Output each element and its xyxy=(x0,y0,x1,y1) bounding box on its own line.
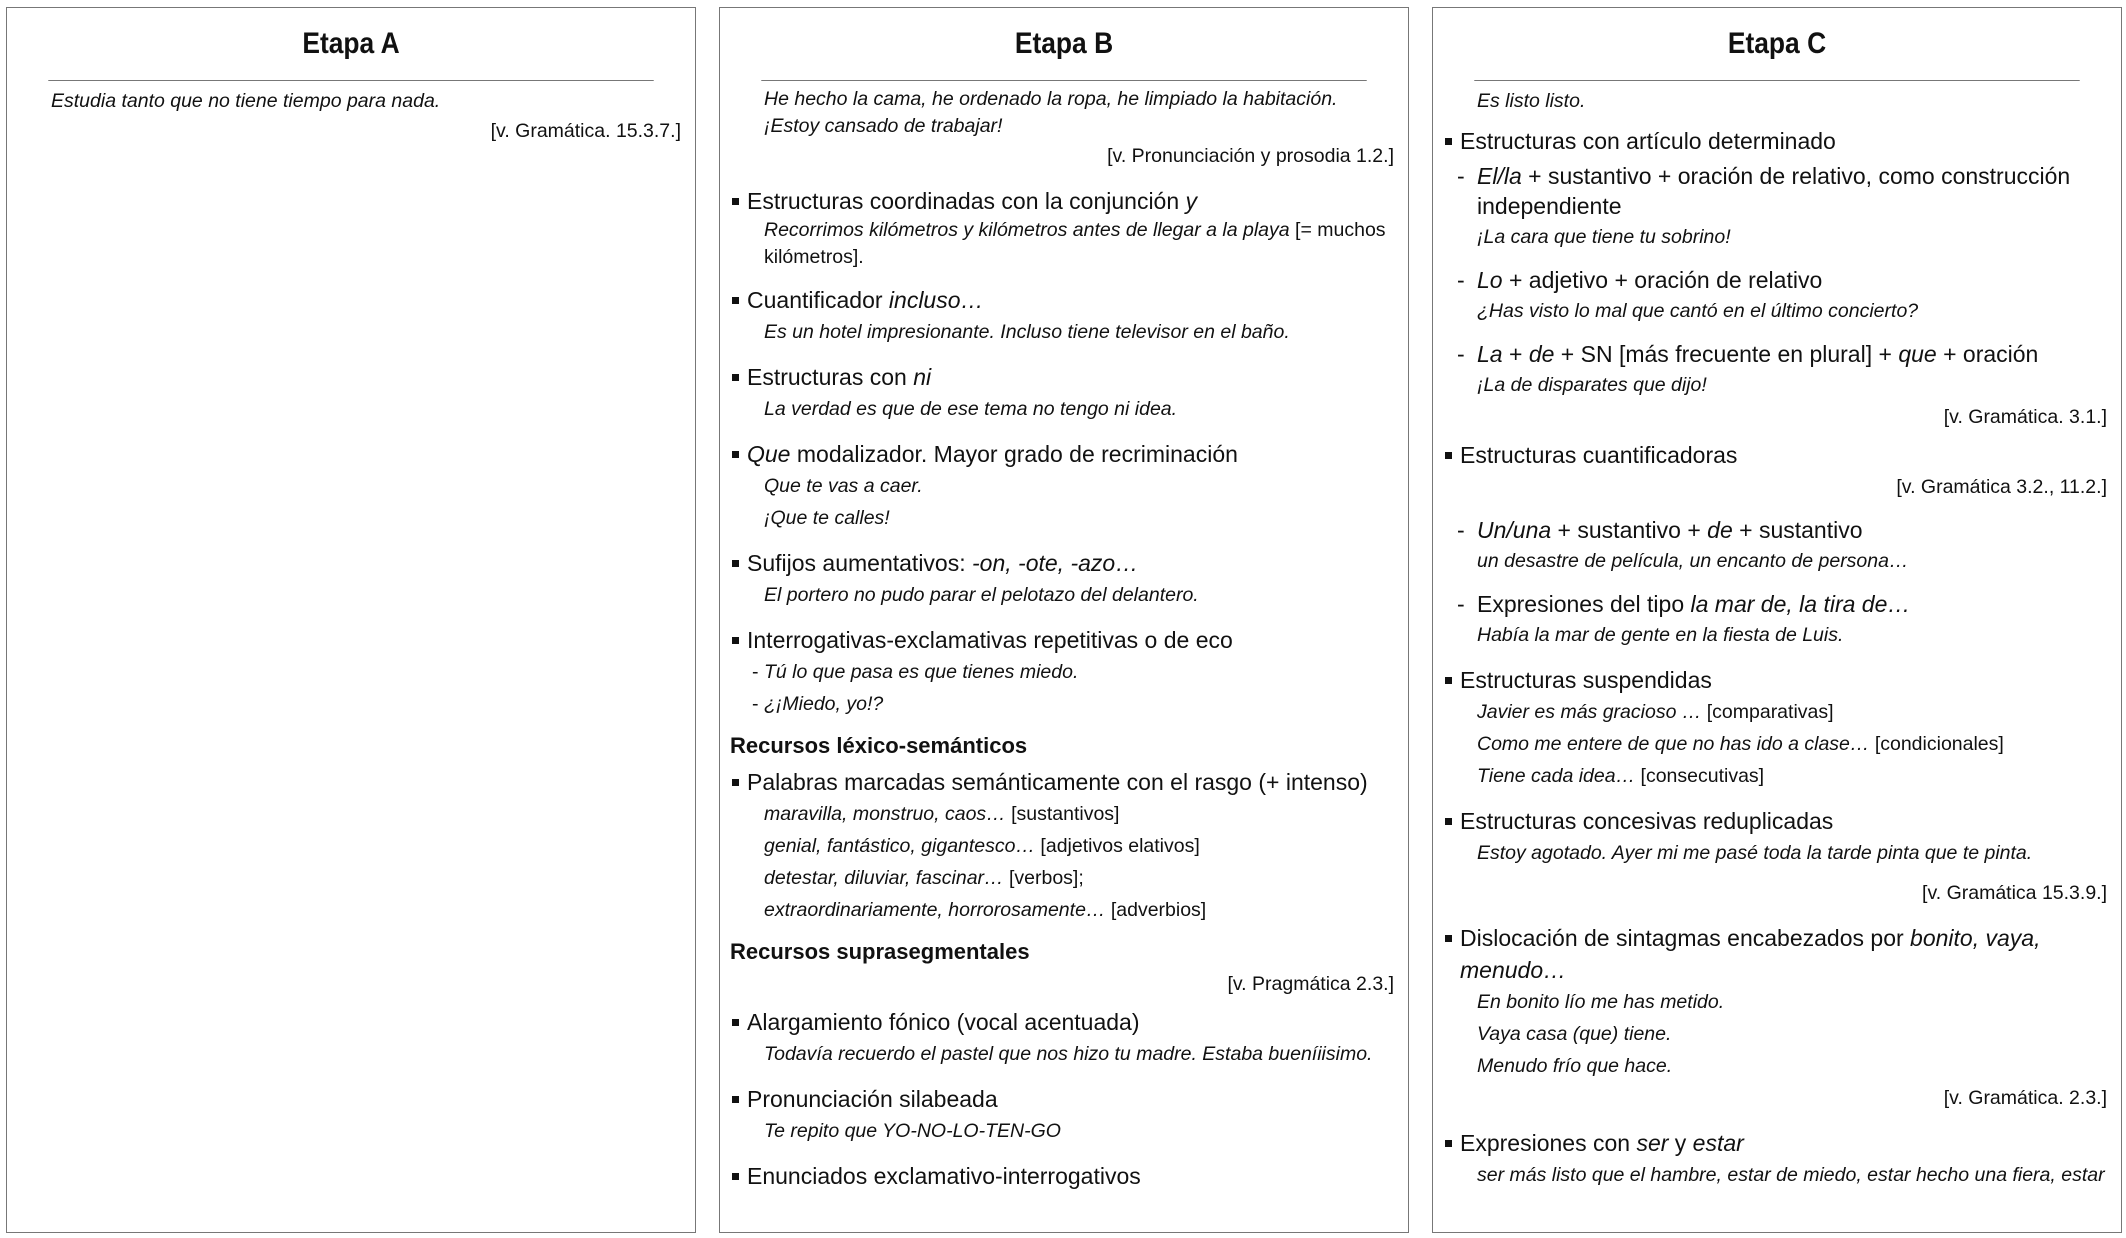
example-text: Como me entere de que no has ido a clase… [condicionales] xyxy=(1477,733,2004,755)
section-heading: Recursos léxico-semánticos xyxy=(730,733,1028,758)
bullet-item: Estructuras concesivas reduplicadas xyxy=(1443,805,2111,837)
example-text: ¿Has visto lo mal que cantó en el último concierto? xyxy=(1477,300,1919,322)
dash-item: - Lo + adjetivo + oración de relativo xyxy=(1443,265,2111,295)
dash-item: - Un/una + sustantivo + de + sustantivo xyxy=(1443,515,2111,545)
bullet-item: Estructuras cuantificadoras xyxy=(1443,439,2111,471)
example-text: - Tú lo que pasa es que tienes miedo. xyxy=(730,656,1398,688)
example-text: Había la mar de gente en la fiesta de Luis. xyxy=(1477,624,1844,646)
bullet-item: Pronunciación silabeada xyxy=(730,1083,1398,1115)
bullet-item: Sufijos aumentativos: -on, -ote, -azo… xyxy=(730,547,1398,579)
column-etapa-a xyxy=(6,7,696,1233)
bullet-item: Estructuras coordinadas con la conjunción y xyxy=(730,185,1398,217)
example-text: El portero no pudo parar el pelotazo del delantero. xyxy=(764,584,1199,606)
bullet-item: Expresiones con ser y estar xyxy=(1443,1127,2111,1159)
column-etapa-c xyxy=(1432,7,2122,1233)
bullet-item: Estructuras con ni xyxy=(730,361,1398,393)
reference-link: [v. Gramática. 2.3.] xyxy=(1943,1087,2107,1109)
dash-item: - La + de + SN [más frecuente en plural] + que + oración xyxy=(1443,339,2111,369)
example-text: Es un hotel impresionante. Incluso tiene televisor en el baño. xyxy=(764,321,1290,343)
example-text: Estoy agotado. Ayer mi me pasé toda la tarde pinta que te pinta. xyxy=(1477,842,2033,864)
example-text: He hecho la cama, he ordenado la ropa, he limpiado la habitación. ¡Estoy cansado de trabajar! xyxy=(764,88,1338,137)
example-text: ¡La de disparates que dijo! xyxy=(1477,374,1707,396)
column-title: Etapa C xyxy=(1474,8,2079,81)
reference-link: [v. Gramática. 3.1.] xyxy=(1943,406,2107,428)
column-title: Etapa A xyxy=(48,8,653,81)
column-body xyxy=(7,81,695,147)
example-text: ¡Que te calles! xyxy=(764,507,890,529)
example-text: Recorrimos kilómetros y kilómetros antes de llegar a la playa [= muchos kilómetros]. xyxy=(764,219,1386,268)
example-text: La verdad es que de ese tema no tengo ni idea. xyxy=(764,398,1178,420)
bullet-item: Estructuras con artículo determinado xyxy=(1443,125,2111,157)
example-text: Estudia tanto que no tiene tiempo para nada. xyxy=(51,90,441,112)
example-text: detestar, diluviar, fascinar… [verbos]; xyxy=(764,867,1084,889)
reference-link: [v. Pronunciación y prosodia 1.2.] xyxy=(1107,145,1394,167)
bullet-item: Palabras marcadas semánticamente con el rasgo (+ intenso) xyxy=(730,766,1398,798)
example-text: ¡La cara que tiene tu sobrino! xyxy=(1477,226,1731,248)
example-text: ser más listo que el hambre, estar de miedo, estar hecho una fiera, estar xyxy=(1477,1164,2105,1186)
column-etapa-b xyxy=(719,7,1409,1233)
example-text: Javier es más gracioso … [comparativas] xyxy=(1477,701,1834,723)
reference-link: [v. Gramática 3.2., 11.2.] xyxy=(1896,476,2107,498)
dash-item: - El/la + sustantivo + oración de relativo, como construcción independiente xyxy=(1443,161,2111,221)
reference-link: [v. Pragmática 2.3.] xyxy=(1227,973,1394,995)
example-text: un desastre de película, un encanto de persona… xyxy=(1477,550,1909,572)
example-text: maravilla, monstruo, caos… [sustantivos] xyxy=(764,803,1120,825)
bullet-item: Dislocación de sintagmas encabezados por bonito, vaya, menudo… xyxy=(1443,922,2111,986)
example-text: Menudo frío que hace. xyxy=(1477,1055,1673,1077)
reference-link: [v. Gramática. 15.3.7.] xyxy=(490,120,681,142)
column-body xyxy=(1433,81,2121,1191)
example-text: Tiene cada idea… [consecutivas] xyxy=(1477,765,1765,787)
example-text: Todavía recuerdo el pastel que nos hizo tu madre. Estaba bueníiisimo. xyxy=(764,1043,1373,1065)
example-text: Es listo listo. xyxy=(1477,90,1586,112)
bullet-item: Enunciados exclamativo-interrogativos xyxy=(730,1160,1398,1192)
bullet-item: Que modalizador. Mayor grado de recriminación xyxy=(730,438,1398,470)
dash-item: - Expresiones del tipo la mar de, la tira de… xyxy=(1443,589,2111,619)
example-text: extraordinariamente, horrorosamente… [adverbios] xyxy=(764,899,1207,921)
section-heading: Recursos suprasegmentales xyxy=(730,939,1030,964)
example-text: Te repito que YO-NO-LO-TEN-GO xyxy=(764,1120,1061,1142)
example-text: En bonito lío me has metido. xyxy=(1477,991,1725,1013)
bullet-item: Interrogativas-exclamativas repetitivas o de eco xyxy=(730,624,1398,656)
reference-link: [v. Gramática 15.3.9.] xyxy=(1922,882,2107,904)
example-text: Vaya casa (que) tiene. xyxy=(1477,1023,1672,1045)
bullet-item: Alargamiento fónico (vocal acentuada) xyxy=(730,1006,1398,1038)
example-text: genial, fantástico, gigantesco… [adjetivos elativos] xyxy=(764,835,1200,857)
column-body xyxy=(720,81,1408,1192)
example-text: - ¿¡Miedo, yo!? xyxy=(730,688,1398,720)
bullet-item: Cuantificador incluso… xyxy=(730,284,1398,316)
example-text: Que te vas a caer. xyxy=(764,475,923,497)
column-title: Etapa B xyxy=(761,8,1366,81)
bullet-item: Estructuras suspendidas xyxy=(1443,664,2111,696)
